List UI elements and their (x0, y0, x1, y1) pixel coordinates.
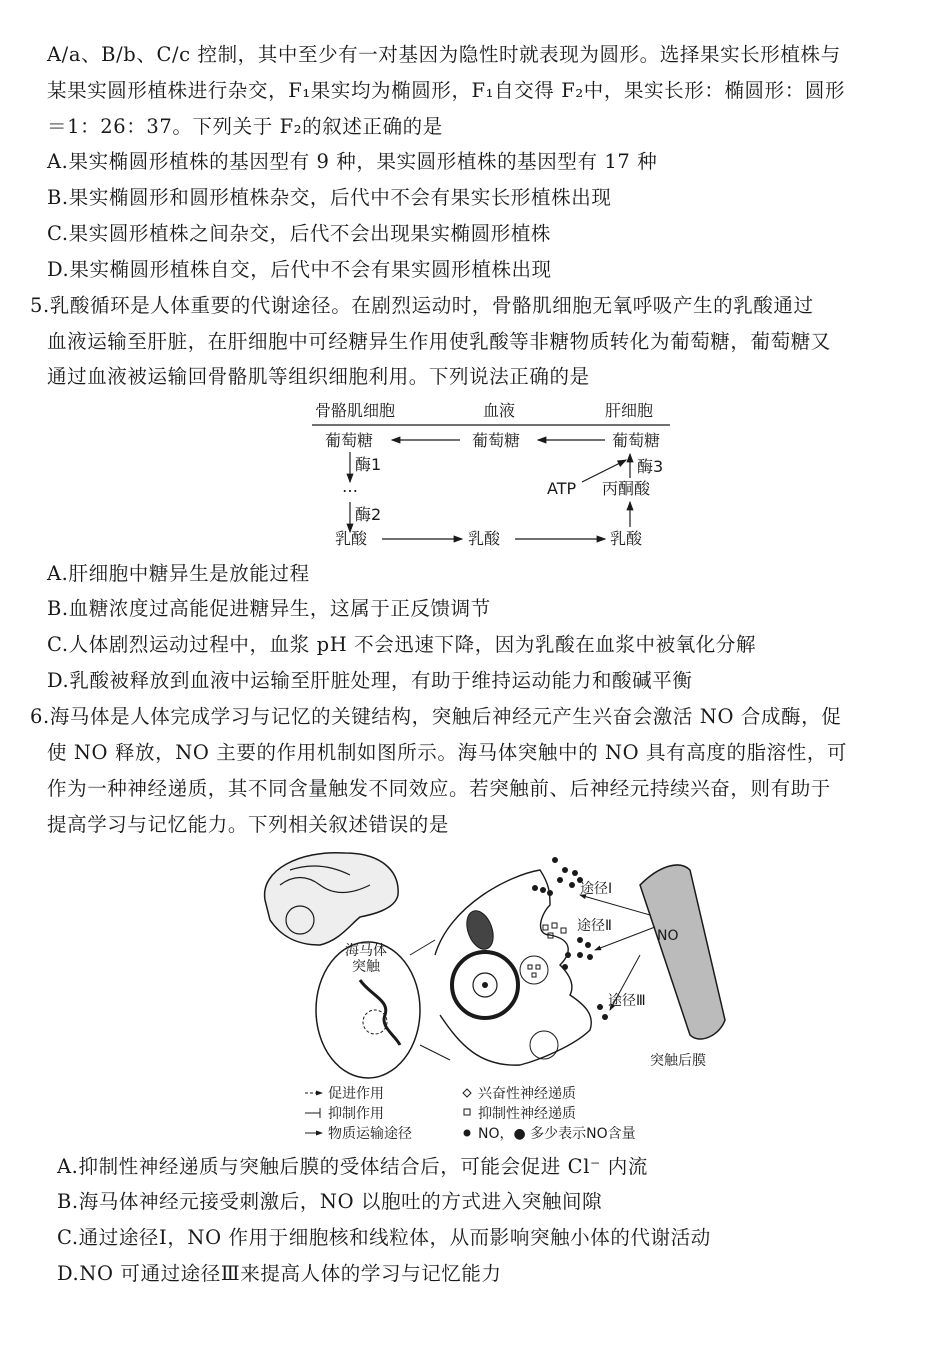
path-3-label: 途径Ⅲ (608, 993, 646, 1009)
legend-transport: 物质运输途径 (328, 1126, 412, 1142)
q4-option-c: C.果实圆形植株之间杂交，后代不会出现果实椭圆形植株 (47, 222, 552, 245)
blood-glucose: 葡萄糖 (472, 431, 521, 450)
q5-option-b: B.血糖浓度过高能促进糖异生，这属于正反馈调节 (47, 597, 491, 620)
q5-stem-line-1: 5.乳酸循环是人体重要的代谢途径。在剧烈运动时，骨骼肌细胞无氧呼吸产生的乳酸通过 (30, 294, 814, 317)
brain-icon (265, 853, 399, 945)
legend-excitatory: 兴奋性神经递质 (478, 1086, 576, 1102)
liver-glucose: 葡萄糖 (612, 431, 661, 450)
q4-option-d: D.果实椭圆形植株自交，后代中不会有果实圆形植株出现 (47, 258, 552, 281)
no-label: NO (657, 928, 679, 944)
path-1-label: 途径Ⅰ (580, 881, 613, 897)
lactate-cycle-diagram (300, 392, 680, 557)
liver-lactate: 乳酸 (610, 529, 643, 548)
legend-inhibit: 抑制作用 (328, 1106, 384, 1122)
postsynaptic-membrane (640, 865, 725, 1039)
q4-option-a: A.果实椭圆形植株的基因型有 9 种，果实圆形植株的基因型有 17 种 (47, 150, 658, 173)
q4-option-b: B.果实椭圆形和圆形植株杂交，后代中不会有果实长形植株出现 (47, 186, 612, 209)
path-2-label: 途径Ⅱ (577, 918, 612, 934)
q6-stem-line-1: 6.海马体是人体完成学习与记忆的关键结构，突触后神经元产生兴奋会激活 NO 合成酶，促 (30, 705, 842, 728)
q6-stem-line-4: 提高学习与记忆能力。下列相关叙述错误的是 (47, 813, 450, 836)
muscle-glucose: 葡萄糖 (325, 431, 374, 450)
q6-option-c: C.通过途径Ⅰ，NO 作用于细胞核和线粒体，从而影响突触小体的代谢活动 (57, 1226, 711, 1249)
no-mechanism-diagram (250, 845, 750, 1145)
q6-option-d: D.NO 可通过途径Ⅲ来提高人体的学习与记忆能力 (57, 1262, 502, 1285)
q6-option-b: B.海马体神经元接受刺激后，NO 以胞吐的方式进入突触间隙 (57, 1190, 603, 1213)
muscle-lactate: 乳酸 (335, 529, 368, 548)
legend-no-amount: NO，● 多少表示NO含量 (478, 1126, 636, 1142)
q5-option-c: C.人体剧烈运动过程中，血浆 pH 不会迅速下降，因为乳酸在血浆中被氧化分解 (47, 633, 757, 656)
blood-lactate: 乳酸 (468, 529, 501, 548)
q6-stem-line-3: 作为一种神经递质，其不同含量触发不同效应。若突触前、后神经元持续兴奋，则有助于 (47, 777, 831, 800)
ellipsis: … (342, 477, 358, 496)
legend-inhibitory: 抑制性神经递质 (478, 1106, 576, 1122)
enzyme3-label: 酶3 (637, 457, 664, 476)
header-blood: 血液 (483, 401, 516, 420)
q5-option-d: D.乳酸被释放到血液中运输至肝脏处理，有助于维持运动能力和酸碱平衡 (47, 669, 693, 692)
header-liver: 肝细胞 (605, 401, 654, 420)
q4-stem-line-3: ＝1：26：37。下列关于 F₂的叙述正确的是 (47, 115, 443, 138)
q5-stem-line-3: 通过血液被运输回骨骼肌等组织细胞利用。下列说法正确的是 (47, 365, 590, 388)
enzyme1-label: 酶1 (355, 455, 382, 474)
q4-stem-line-2: 某果实圆形植株进行杂交，F₁果实均为椭圆形，F₁自交得 F₂中，果实长形：椭圆形：圆形 (47, 79, 846, 102)
q6-stem-line-2: 使 NO 释放，NO 主要的作用机制如图所示。海马体突触中的 NO 具有高度的脂溶性，可 (47, 741, 848, 764)
enzyme2-label: 酶2 (355, 505, 382, 524)
q5-option-a: A.肝细胞中糖异生是放能过程 (47, 562, 310, 585)
pyruvate-label: 丙酮酸 (602, 479, 651, 498)
q4-stem-line-1: A/a、B/b、C/c 控制，其中至少有一对基因为隐性时就表现为圆形。选择果实长形植株与 (47, 43, 841, 66)
q5-stem-line-2: 血液运输至肝脏，在肝细胞中可经糖异生作用使乳酸等非糖物质转化为葡萄糖，葡萄糖又 (47, 330, 831, 353)
mitochondrion-icon (462, 907, 498, 953)
hippocampus-label: 海马体 (345, 943, 387, 959)
postsynaptic-membrane-label: 突触后膜 (650, 1053, 706, 1069)
legend-promote: 促进作用 (328, 1086, 384, 1102)
q6-option-a: A.抑制性神经递质与突触后膜的受体结合后，可能会促进 Cl⁻ 内流 (57, 1155, 648, 1178)
synapse-label: 突触 (352, 959, 380, 975)
header-skeletal-muscle: 骨骼肌细胞 (315, 401, 396, 420)
atp-label: ATP (547, 479, 577, 498)
